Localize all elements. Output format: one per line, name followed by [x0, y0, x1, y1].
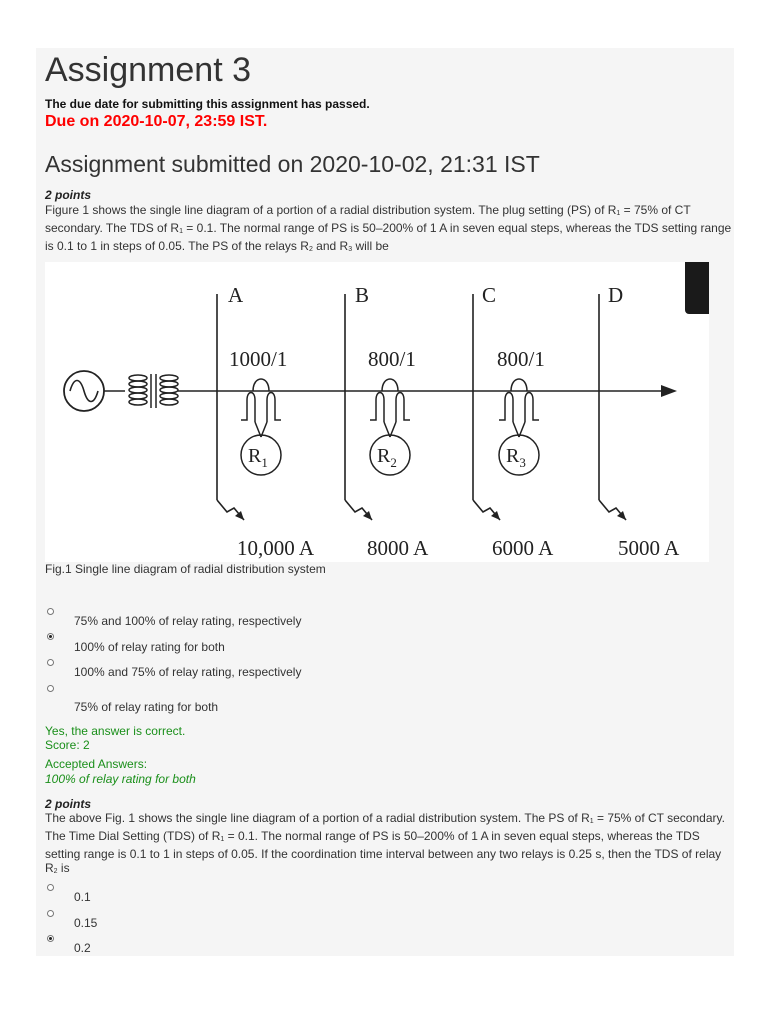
question-2-points: 2 points: [45, 797, 92, 811]
q2-option-label-3[interactable]: 0.2: [74, 941, 91, 955]
question-2-text: The above Fig. 1 shows the single line diagram of a portion of a radial distribution system. The PS of $R_1 = 75\%$ of CT secondary. The Time Dial Setting (TDS) of $R_1 = 0.1$. The normal range of PS is 50–200% of 1 A in seven equal steps, whereas the TDS setting range is 0.1 to 1 in steps of 0.05. If the coordination time interval between any two relays is 0.25 s, then the TDS of relay $R_2$ is: [45, 811, 725, 875]
q2-option-radio-2[interactable]: [47, 910, 54, 917]
option-label-2[interactable]: 100% of relay rating for both: [74, 640, 225, 654]
ct-ratio-3: 800/1: [497, 347, 545, 371]
feedback-correct: Yes, the answer is correct.: [45, 724, 186, 738]
question-1-points: 2 points: [45, 188, 92, 202]
question-1-text: Figure 1 shows the single line diagram of a portion of a radial distribution system. The plug setting (PS) of $R_1 = 75\%$ of CT secondary. The TDS of $R_1 = 0.1$. The normal range of PS is 50–200% of 1 A in seven equal steps, whereas the TDS setting range is 0.1 to 1 in steps of 0.05. The PS of the relays $R_2$ and $R_3$ will be: [45, 203, 732, 253]
page-title: Assignment 3: [45, 51, 251, 89]
score: Score: 2: [45, 738, 90, 752]
option-radio-2[interactable]: [47, 633, 54, 640]
q2-option-radio-1[interactable]: [47, 884, 54, 891]
bus-a-label: A: [228, 283, 244, 307]
svg-text:R2: $R_2$: [377, 445, 397, 470]
option-label-1[interactable]: 75% and 100% of relay rating, respectively: [74, 614, 302, 628]
svg-text:R3: $R_3$: [506, 445, 526, 470]
q2-option-label-2[interactable]: 0.15: [74, 916, 98, 930]
ct-ratio-1: 1000/1: [229, 347, 288, 371]
bus-b-label: B: [355, 283, 370, 307]
ct-ratio-2: 800/1: [368, 347, 416, 371]
q2-option-radio-3[interactable]: [47, 935, 54, 942]
option-label-4[interactable]: 75% of relay rating for both: [74, 700, 219, 714]
image-overlay-tab: [685, 262, 709, 314]
single-line-diagram: [45, 262, 709, 562]
ct-3-icon: [499, 379, 539, 437]
accepted-answers-label: Accepted Answers:: [45, 757, 148, 771]
arrow-icon: [661, 385, 677, 397]
bus-c-label: C: [482, 283, 497, 307]
q2-option-label-1[interactable]: 0.1: [74, 890, 91, 904]
option-radio-1[interactable]: [47, 608, 54, 615]
figure-caption: Fig.1 Single line diagram of radial distribution system: [45, 562, 326, 576]
fault-current-b: 8000 A: [367, 536, 429, 560]
accepted-answer: 100% of relay rating for both: [45, 772, 196, 786]
option-label-3[interactable]: 100% and 75% of relay rating, respectively: [74, 665, 302, 679]
option-radio-3[interactable]: [47, 659, 54, 666]
fault-current-c: 6000 A: [492, 536, 554, 560]
deadline-notice: The due date for submitting this assignment has passed.: [45, 97, 370, 111]
ct-2-icon: [370, 379, 410, 437]
ct-1-icon: [241, 379, 281, 437]
due-date: Due on 2020-10-07, 23:59 IST.: [45, 113, 268, 130]
fault-current-a: 10,000 A: [237, 536, 315, 560]
fault-current-d: 5000 A: [618, 536, 680, 560]
submission-heading: Assignment submitted on 2020-10-02, 21:31 IST: [45, 151, 540, 177]
transformer-icon: [129, 374, 178, 408]
svg-text:R1: $R_1$: [248, 445, 268, 470]
bus-d-label: D: [608, 283, 624, 307]
option-radio-4[interactable]: [47, 685, 54, 692]
